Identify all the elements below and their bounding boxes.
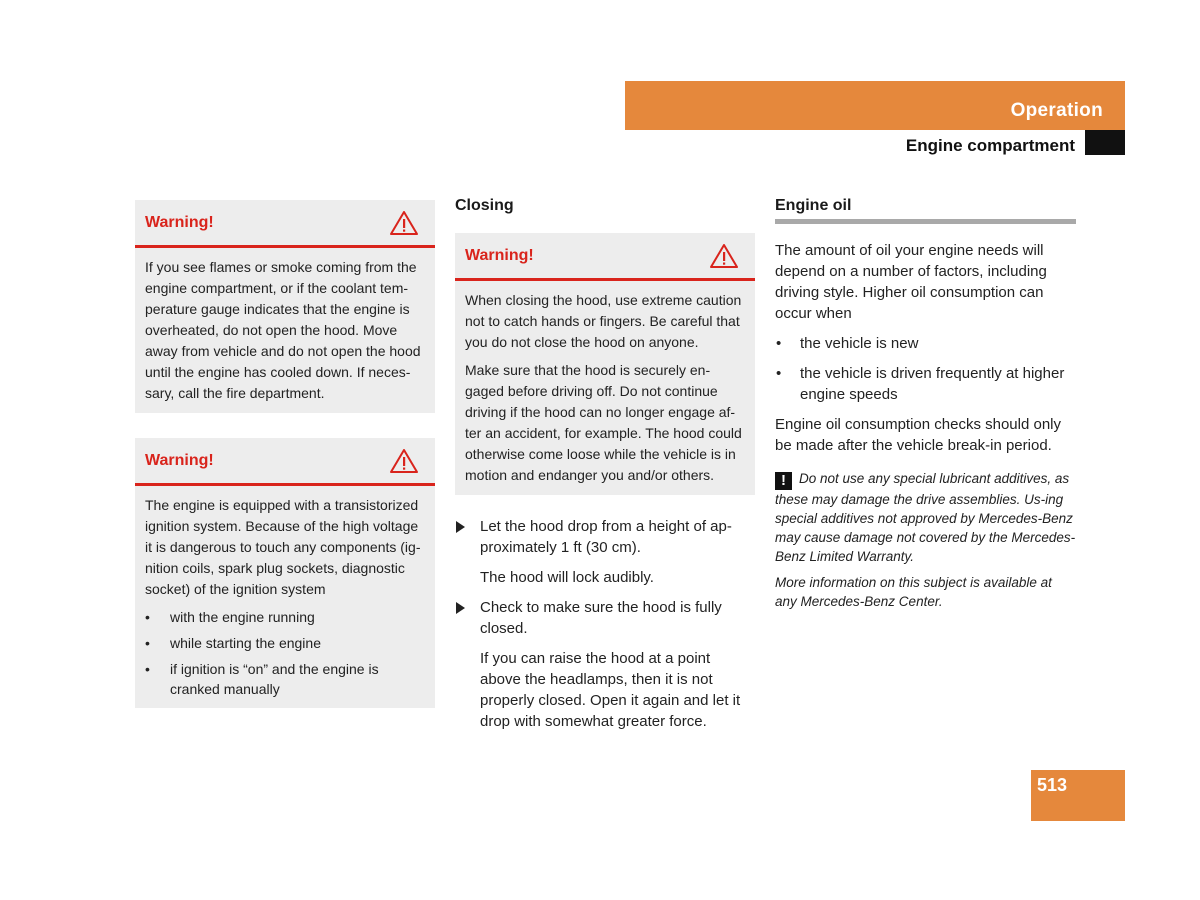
warning-label: Warning! bbox=[145, 451, 214, 469]
column-middle bbox=[455, 196, 755, 732]
step-item bbox=[455, 516, 755, 558]
warning-box-fire bbox=[135, 200, 435, 413]
engine-oil-intro: The amount of oil your engine needs will depend on a number of factors, including driving style. Higher oil consumption can occur when bbox=[775, 242, 1047, 322]
warning-header bbox=[135, 438, 435, 486]
more-info-note: More information on this subject is available at any Mercedes-Benz Center. bbox=[775, 575, 1052, 609]
warning-body bbox=[135, 486, 435, 708]
list-item: • the vehicle is new bbox=[775, 333, 1076, 354]
closing-steps bbox=[455, 516, 755, 732]
step-text: Check to make sure the hood is fully closed. bbox=[480, 599, 722, 637]
warning-triangle-icon bbox=[389, 210, 419, 236]
warning-bullet-list bbox=[145, 607, 425, 699]
section-title: Operation bbox=[1010, 100, 1103, 121]
note-text: Do not use any special lubricant additives, as these may damage the drive assemblies. Us-ing special additives not approved by Mercedes-Benz may cause damage not covered by the Mercedes-Benz Limited Warranty. bbox=[775, 471, 1076, 564]
warning-box-closing bbox=[455, 233, 755, 495]
step-result: The hood will lock audibly. bbox=[480, 569, 654, 586]
step-result: If you can raise the hood at a point above the headlamps, then it is not properly closed. Open it again and let it drop with somewhat greater force. bbox=[480, 650, 741, 730]
warning-text: Make sure that the hood is securely en-gaged before driving off. Do not continue driving if the hood can no longer engage af-ter an accident, for example. The hood could otherwise come loose while the vehicle is in motion and endanger you and/or others. bbox=[465, 362, 742, 483]
warning-box-ignition bbox=[135, 438, 435, 708]
step-arrow-icon bbox=[456, 521, 465, 533]
subsection-title: Engine compartment bbox=[905, 136, 1075, 155]
engine-oil-heading: Engine oil bbox=[775, 197, 852, 214]
heading-rule bbox=[775, 219, 1076, 224]
section-tab-marker bbox=[1085, 130, 1125, 155]
list-item: • if ignition is “on” and the engine is cranked manually bbox=[145, 659, 425, 699]
warning-label: Warning! bbox=[145, 213, 214, 231]
warning-text: The engine is equipped with a transistorized ignition system. Because of the high voltage it is dangerous to touch any components (ig-nition coils, spark plug sockets, diagnostic socket) of the ignition system bbox=[145, 497, 421, 597]
warning-header bbox=[135, 200, 435, 248]
closing-heading: Closing bbox=[455, 197, 514, 214]
step-text: Let the hood drop from a height of ap-proximately 1 ft (30 cm). bbox=[480, 518, 732, 556]
engine-oil-paragraph: Engine oil consumption checks should only be made after the vehicle break-in period. bbox=[775, 416, 1062, 454]
step-arrow-icon bbox=[456, 602, 465, 614]
warning-text: When closing the hood, use extreme caution not to catch hands or fingers. Be careful that you do not close the hood on anyone. bbox=[465, 292, 742, 350]
page-number: 513 bbox=[1037, 775, 1068, 795]
lubricant-note bbox=[775, 469, 1076, 566]
list-item: • with the engine running bbox=[145, 607, 425, 627]
oil-consumption-list bbox=[775, 333, 1076, 405]
exclamation-icon: ! bbox=[775, 472, 792, 490]
list-item: • the vehicle is driven frequently at higher engine speeds bbox=[775, 363, 1076, 405]
column-right bbox=[775, 196, 1076, 611]
warning-body bbox=[135, 248, 435, 413]
warning-label: Warning! bbox=[465, 246, 534, 264]
warning-body bbox=[455, 281, 755, 495]
step-item bbox=[455, 597, 755, 639]
list-item: • while starting the engine bbox=[145, 633, 425, 653]
warning-triangle-icon bbox=[709, 243, 739, 269]
column-left bbox=[135, 200, 435, 708]
warning-triangle-icon bbox=[389, 448, 419, 474]
warning-header bbox=[455, 233, 755, 281]
warning-text: If you see flames or smoke coming from the engine compartment, or if the coolant tem-perature gauge indicates that the engine is overheated, do not open the hood. Move away from vehicle and do not open the hood until the engine has cooled down. If neces-sary, call the fire department. bbox=[145, 259, 421, 401]
